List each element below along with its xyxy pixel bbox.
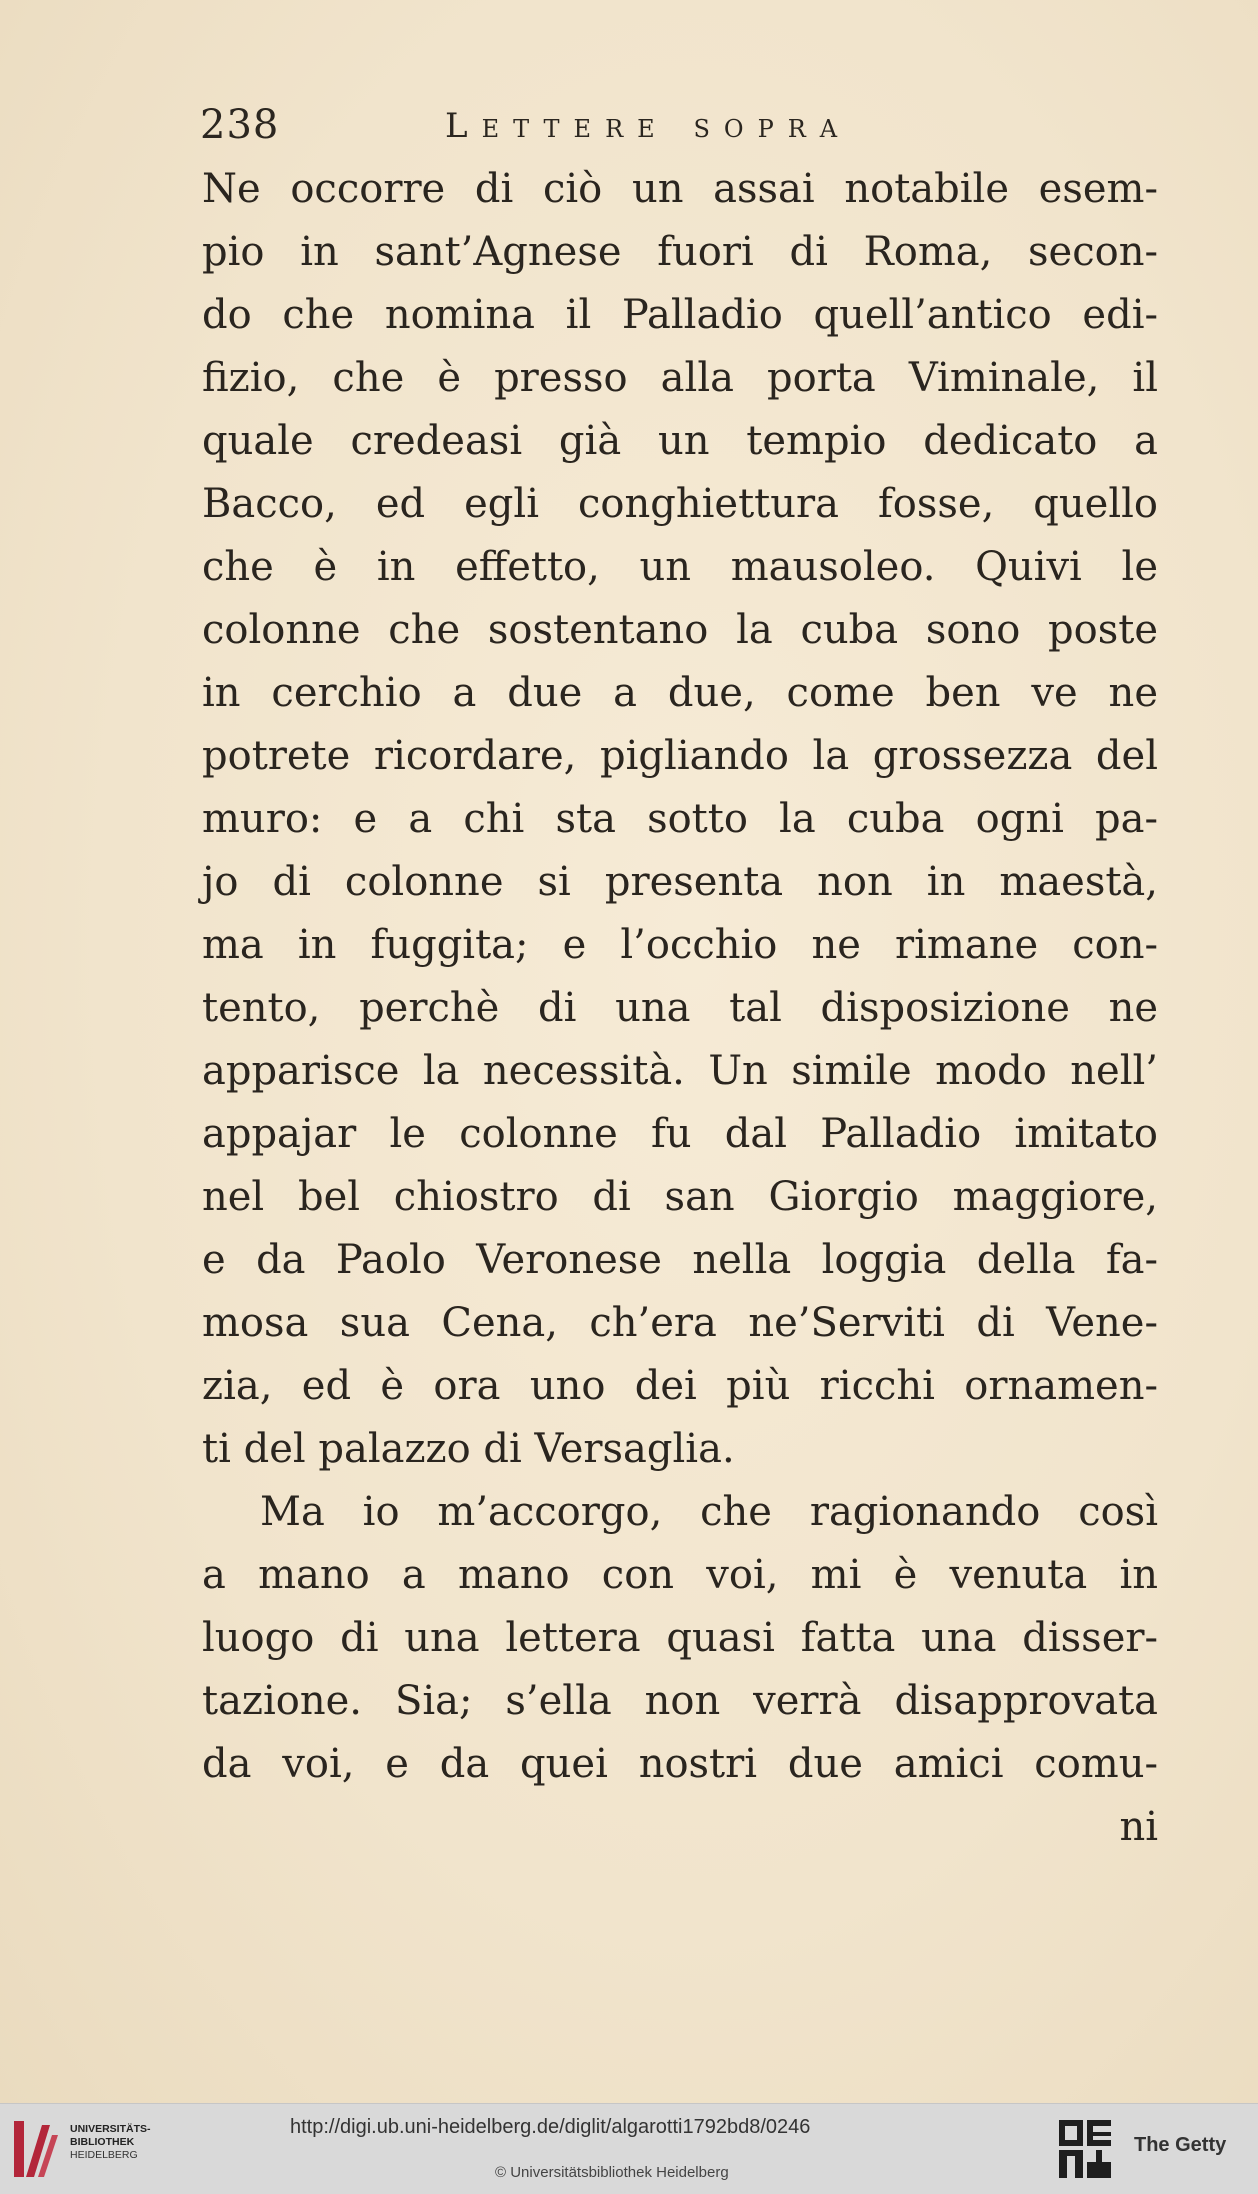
text-line: zia, ed è ora uno dei più ricchi ornamen- [202,1363,1158,1409]
library-name [70,2123,151,2162]
text-line: pio in sant’Agnese fuori di Roma, secon- [202,229,1158,275]
getty-logo-icon[interactable] [1057,2118,1113,2180]
text-line: potrete ricordare, pigliando la grossezza del [202,733,1158,779]
body-text [202,158,1158,1859]
page-number: 238 [200,102,280,148]
library-line-1: UNIVERSITÄTS- [70,2123,151,2135]
page-header [200,102,920,152]
text-line: e da Paolo Veronese nella loggia della fa- [202,1237,1158,1283]
text-line: Ne occorre di ciò un assai notabile esem- [202,166,1158,212]
viewer-footer [0,2103,1258,2194]
text-line: muro: e a chi sta sotto la cuba ogni pa- [202,796,1158,842]
permalink-url[interactable]: http://digi.ub.uni-heidelberg.de/diglit/algarotti1792bd8/0246 [290,2116,811,2138]
library-line-3: HEIDELBERG [70,2149,138,2161]
text-line: a mano a mano con voi, mi è venuta in [202,1552,1158,1598]
text-line: luogo di una lettera quasi fatta una disser- [202,1615,1158,1661]
library-line-2: BIBLIOTHEK [70,2136,135,2148]
text-line: tazione. Sia; s’ella non verrà disapprovata [202,1678,1158,1724]
text-line: ti del palazzo di Versaglia. [202,1426,735,1472]
text-line: do che nomina il Palladio quell’antico edi- [202,292,1158,338]
text-line: appajar le colonne fu dal Palladio imitato [202,1111,1158,1157]
text-line: che è in effetto, un mausoleo. Quivi le [202,544,1158,590]
catchword: ni [1119,1804,1158,1850]
text-line: ma in fuggita; e l’occhio ne rimane con- [202,922,1158,968]
text-line: fizio, che è presso alla porta Viminale, il [202,355,1158,401]
text-line: colonne che sostentano la cuba sono poste [202,607,1158,653]
running-head: Lettere sopra [445,106,852,146]
library-logo[interactable] [12,2117,162,2181]
text-line: jo di colonne si presenta non in maestà, [202,859,1158,905]
text-line: Bacco, ed egli conghiettura fosse, quello [202,481,1158,527]
text-line: nel bel chiostro di san Giorgio maggiore, [202,1174,1158,1220]
copyright-notice: © Universitätsbibliothek Heidelberg [495,2164,729,2181]
university-library-icon [12,2117,62,2181]
text-line: da voi, e da quei nostri due amici comu- [202,1741,1158,1787]
text-line: mosa sua Cena, ch’era ne’Serviti di Vene- [202,1300,1158,1346]
text-line: apparisce la necessità. Un simile modo nell’ [202,1048,1158,1094]
text-line: quale credeasi già un tempio dedicato a [202,418,1158,464]
text-line: Ma io m’accorgo, che ragionando così [260,1489,1158,1535]
getty-label: The Getty [1134,2134,1227,2156]
text-line: tento, perchè di una tal disposizione ne [202,985,1158,1031]
text-line: in cerchio a due a due, come ben ve ne [202,670,1158,716]
